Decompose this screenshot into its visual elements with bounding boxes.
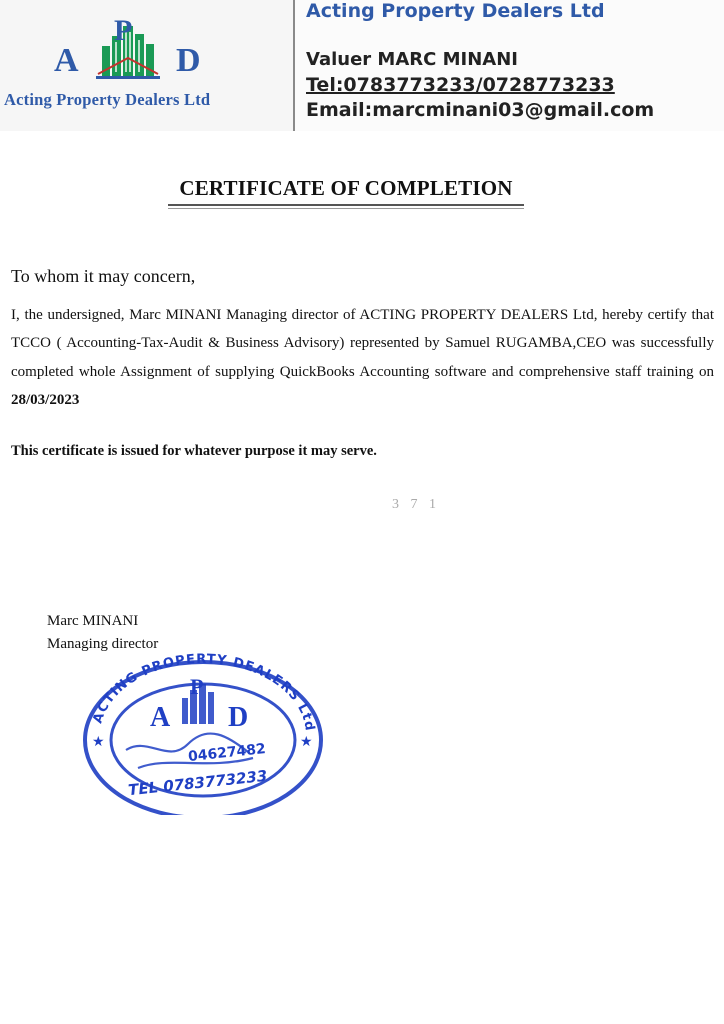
contact-email: Email:marcminani03@gmail.com — [306, 99, 655, 121]
stamp-letter-d: D — [228, 702, 249, 733]
logo-letter-d: D — [176, 42, 201, 79]
logo-company-name: Acting Property Dealers Ltd — [4, 90, 211, 109]
letterhead — [0, 0, 724, 131]
contact-block — [306, 0, 724, 131]
signer-role: Managing director — [47, 636, 159, 652]
certificate-title: CERTIFICATE OF COMPLETION — [179, 176, 513, 200]
company-stamp-icon — [78, 640, 328, 815]
signer-name: Marc MINANI — [47, 613, 139, 629]
company-logo — [0, 0, 293, 131]
logo-letter-p: P — [114, 14, 133, 47]
svg-text:★: ★ — [300, 734, 313, 750]
header-divider — [293, 0, 295, 131]
salutation: To whom it may concern, — [11, 266, 196, 286]
body-text: I, the undersigned, Marc MINANI Managing director of ACTING PROPERTY DEALERS Ltd, hereby certify that TCCO ( Accounting-Tax-Audit & Business Advisory) represented by Samuel RUGAMBA,CEO was successfully completed whole Assignment of supplying QuickBooks Accounting software and comprehensive staff training on — [11, 307, 714, 380]
contact-phone: Tel:0783773233/0728773233 — [306, 74, 615, 96]
certificate-body — [11, 301, 714, 414]
stamp-number: 04627482 — [187, 741, 267, 766]
svg-text:★: ★ — [92, 734, 105, 750]
completion-date: 28/03/2023 — [11, 391, 80, 408]
contact-company-name: Acting Property Dealers Ltd — [306, 0, 605, 22]
title-underline — [168, 204, 524, 209]
stamp-ring-text: ACTING PROPERTY DEALERS Ltd — [90, 651, 318, 733]
stamp-tel: TEL 0783773233 — [127, 766, 269, 800]
logo-letter-a: A — [54, 42, 79, 79]
stamp-letter-p: P — [190, 674, 204, 699]
contact-valuer: Valuer MARC MINANI — [306, 49, 518, 70]
faint-marks: 3 7 1 — [392, 497, 440, 512]
purpose-statement: This certificate is issued for whatever purpose it may serve. — [11, 443, 377, 459]
stamp-letter-a: A — [150, 702, 171, 733]
